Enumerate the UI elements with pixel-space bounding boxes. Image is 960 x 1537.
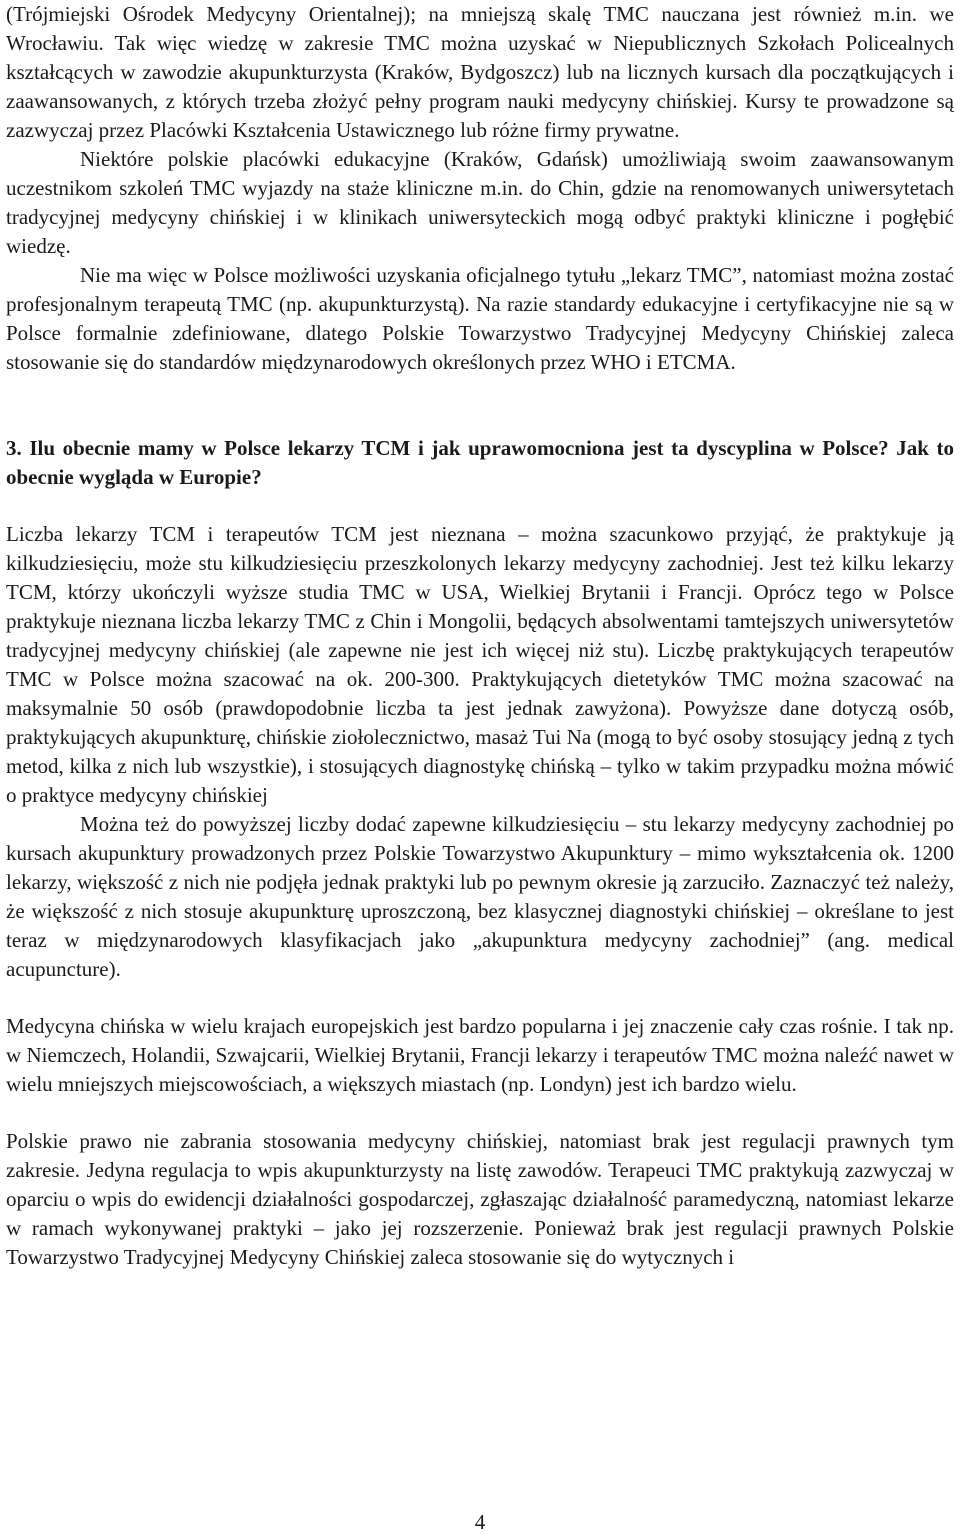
- paragraph-number-of-doctors: Liczba lekarzy TCM i terapeutów TCM jest nieznana – można szacunkowo przyjąć, że praktykuje ją kilkudziesięciu, może stu kilkudziesięciu przeszkolonych lekarzy medycyny zachodniej. Jest też kilku lekarzy TCM, którzy ukończyli wyższe studia TMC w USA, Wielkiej Brytanii i Francji. Oprócz tego w Polsce praktykuje nieznana liczba lekarzy TMC z Chin i Mongolii, będących absolwentami tamtejszych uniwersytetów tradycyjnej medycyny chińskiej (ale zapewne nie jest ich więcej niż stu). Liczbę praktykujących terapeutów TMC w Polsce można szacować na ok. 200-300. Praktykujących dietetyków TMC można szacować na maksymalnie 50 osób (prawdopodobnie liczba ta jest jednak zawyżona). Powyższe dane dotyczą osób, praktykujących akupunkturę, chińskie ziołolecznictwo, masaż Tui Na (mogą to być osoby stosujący jedną z tych metod, kilka z nich lub wszystkie), i stosujących diagnostykę chińską – tylko w takim przypadku można mówić o praktyce medycyny chińskiej: [6, 522, 954, 807]
- paragraph-western-acupuncture: Można też do powyższej liczby dodać zapewne kilkudziesięciu – stu lekarzy medycyny zachodniej po kursach akupunktury prowadzonych przez Polskie Towarzystwo Akupunktury – mimo wykształcenia ok. 1200 lekarzy, większość z nich nie podjęła jednak praktyki lub po pewnym okresie ją zarzuciło. Zaznaczyć też należy, że większość z nich stosuje akupunkturę uproszczoną, bez klasycznej diagnostyki chińskiej – określane to jest teraz w międzynarodowych klasyfikacjach jako „akupunktura medycyny zachodniej” (ang. medical acupuncture).: [6, 812, 954, 981]
- paragraph-polish-law: Polskie prawo nie zabrania stosowania medycyny chińskiej, natomiast brak jest regulacji prawnych tym zakresie. Jedyna regulacja to wpis akupunkturzysty na listę zawodów. Terapeuci TMC praktykują zazwyczaj w oparciu o wpis do ewidencji działalności gospodarczej, zgłaszając działalność paramedyczną, natomiast lekarze w ramach wykonywanej praktyki – jako jej rozszerzenie. Ponieważ brak jest regulacji prawnych Polskie Towarzystwo Tradycyjnej Medycyny Chińskiej zaleca stosowanie się do wytycznych i: [6, 1129, 954, 1269]
- paragraph-clinical-internships: Niektóre polskie placówki edukacyjne (Kraków, Gdańsk) umożliwiają swoim zaawansowanym uczestnikom szkoleń TMC wyjazdy na staże kliniczne m.in. do Chin, gdzie na renomowanych uniwersytetach tradycyjnej medycyny chińskiej i w klinikach uniwersyteckich mogą odbyć praktyki kliniczne i pogłębić wiedzę.: [6, 147, 954, 258]
- document-page: [6, 0, 954, 1272]
- paragraph-europe: Medycyna chińska w wielu krajach europejskich jest bardzo popularna i jej znaczenie cały czas rośnie. I tak np. w Niemczech, Holandii, Szwajcarii, Wielkiej Brytanii, Francji lekarzy i terapeutów TMC można naleźć nawet w wielu mniejszych miejscowościach, a większych miastach (np. Londyn) jest ich bardzo wielu.: [6, 1014, 954, 1096]
- paragraph-no-official-title: Nie ma więc w Polsce możliwości uzyskania oficjalnego tytułu „lekarz TMC”, natomiast można zostać profesjonalnym terapeutą TMC (np. akupunkturzystą). Na razie standardy edukacyjne i certyfikacyjne nie są w Polsce formalnie zdefiniowane, dlatego Polskie Towarzystwo Tradycyjnej Medycyny Chińskiej zaleca stosowanie się do standardów międzynarodowych określonych przez WHO i ETCMA.: [6, 263, 954, 374]
- section-heading: 3. Ilu obecnie mamy w Polsce lekarzy TCM i jak uprawomocniona jest ta dyscyplina w Polsce? Jak to obecnie wygląda w Europie?: [6, 436, 954, 489]
- page-number: 4: [474, 1510, 486, 1534]
- paragraph-intro-continued: (Trójmiejski Ośrodek Medycyny Orientalnej); na mniejszą skalę TMC nauczana jest również m.in. we Wrocławiu. Tak więc wiedzę w zakresie TMC można uzyskać w Niepublicznych Szkołach Policealnych kształcących w zawodzie akupunkturzysta (Kraków, Bydgoszcz) lub na licznych kursach dla początkujących i zaawansowanych, z których trzeba złożyć pełny program nauki medycyny chińskiej. Kursy te prowadzone są zazwyczaj przez Placówki Kształcenia Ustawicznego lub różne firmy prywatne.: [6, 2, 954, 142]
